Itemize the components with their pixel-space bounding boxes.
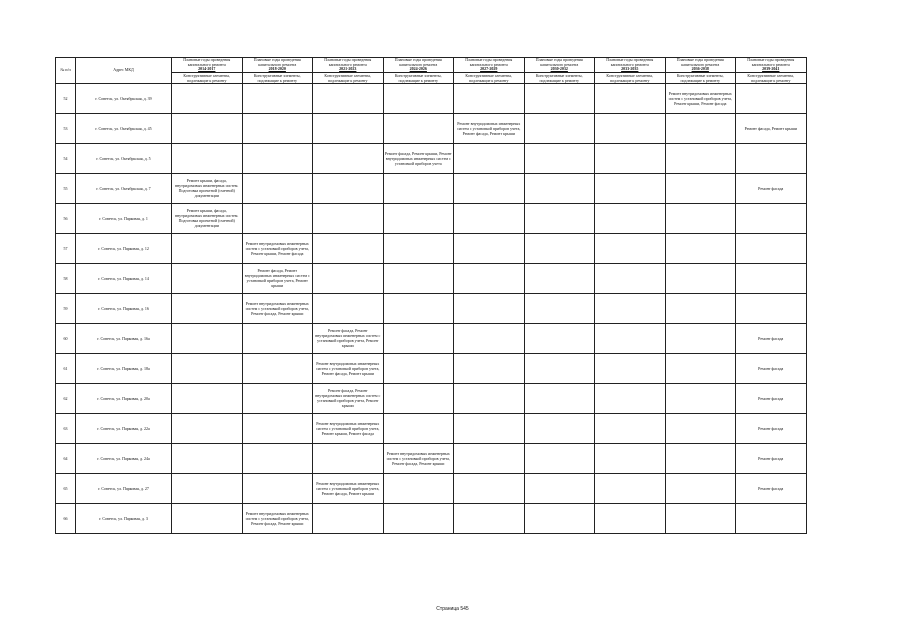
row-address: г. Советск, ул. Парковая, д. 22а (76, 413, 172, 443)
row-number: 64 (56, 443, 76, 473)
capital-repair-schedule-table (55, 57, 807, 534)
repair-works-cell (383, 503, 454, 533)
repair-works-cell (383, 203, 454, 233)
repair-works-cell (524, 263, 595, 293)
repair-works-cell (383, 413, 454, 443)
row-address: г. Советск, ул. Парковая, д. 1 (76, 203, 172, 233)
repair-works-cell (454, 83, 525, 113)
repair-works-cell (736, 143, 807, 173)
repair-works-cell (242, 443, 313, 473)
repair-works-cell (383, 473, 454, 503)
period-title: Плановые годы проведения капитального ремонта (535, 57, 583, 67)
repair-works-cell: Ремонт внутридомовых инженерных систем с установкой приборов учета, Ремонт крыши, Ремонт фасада (313, 413, 384, 443)
header-period-subtitle: Конструктивные элементы, подлежащие к ремонту (665, 72, 736, 83)
header-period (383, 58, 454, 73)
row-address: г. Советск, ул. Октябрьская, д. 7 (76, 173, 172, 203)
row-address: г. Советск, ул. Парковая, д. 3 (76, 503, 172, 533)
repair-works-cell (172, 293, 243, 323)
repair-works-cell (313, 233, 384, 263)
repair-works-cell (665, 473, 736, 503)
period-title: Плановые годы проведения капитального ремонта (183, 57, 231, 67)
repair-works-cell (665, 143, 736, 173)
repair-works-cell (313, 83, 384, 113)
header-period (736, 58, 807, 73)
period-years: 2030-2032 (550, 66, 568, 71)
repair-works-cell (524, 203, 595, 233)
period-years: 2021-2023 (339, 66, 357, 71)
repair-works-cell: Ремонт крыши, фасада, внутридомовых инженерных систем. Подготовка проектной (сметной) документации (172, 203, 243, 233)
repair-works-cell (524, 353, 595, 383)
repair-works-cell: Ремонт фасада (736, 353, 807, 383)
repair-works-cell (595, 293, 666, 323)
repair-works-cell (172, 83, 243, 113)
repair-works-cell (313, 503, 384, 533)
repair-works-cell (736, 233, 807, 263)
row-number: 58 (56, 263, 76, 293)
header-period-subtitle: Конструктивные элементы, подлежащие к ремонту (313, 72, 384, 83)
table-row (56, 83, 807, 113)
row-address: г. Советск, ул. Парковая, д. 16а (76, 323, 172, 353)
repair-works-cell (736, 83, 807, 113)
repair-works-cell (383, 293, 454, 323)
repair-works-cell (172, 233, 243, 263)
table-row (56, 473, 807, 503)
repair-works-cell (172, 353, 243, 383)
repair-works-cell (595, 383, 666, 413)
period-title: Плановые годы проведения капитального ремонта (465, 57, 513, 67)
repair-works-cell (383, 383, 454, 413)
repair-works-cell (524, 233, 595, 263)
repair-works-cell (524, 143, 595, 173)
table-row (56, 323, 807, 353)
row-number: 66 (56, 503, 76, 533)
repair-works-cell: Ремонт внутридомовых инженерных систем с установкой приборов учета, Ремонт фасада, Ремонт крыши (313, 353, 384, 383)
repair-works-cell: Ремонт внутридомовых инженерных систем с установкой приборов учета, Ремонт фасада, Ремонт крыши (242, 293, 313, 323)
repair-works-cell (242, 143, 313, 173)
repair-works-cell (454, 143, 525, 173)
repair-works-cell (736, 203, 807, 233)
header-period-subtitle: Конструктивные элементы, подлежащие к ремонту (736, 72, 807, 83)
row-number: 54 (56, 143, 76, 173)
repair-works-cell (665, 503, 736, 533)
repair-works-cell (383, 353, 454, 383)
repair-works-cell (313, 173, 384, 203)
row-number: 65 (56, 473, 76, 503)
repair-works-cell (172, 503, 243, 533)
repair-works-cell (454, 473, 525, 503)
repair-works-cell (313, 113, 384, 143)
repair-works-cell (172, 413, 243, 443)
row-number: 59 (56, 293, 76, 323)
repair-works-cell: Ремонт фасада (736, 443, 807, 473)
repair-works-cell (524, 293, 595, 323)
repair-works-cell (313, 443, 384, 473)
repair-works-cell (172, 113, 243, 143)
repair-works-cell (736, 263, 807, 293)
repair-works-cell (313, 143, 384, 173)
table-row (56, 113, 807, 143)
header-period-subtitle: Конструктивные элементы, подлежащие к ремонту (242, 72, 313, 83)
repair-works-cell: Ремонт внутридомовых инженерных систем с установкой приборов учета, Ремонт фасада, Ремонт крыши (313, 473, 384, 503)
period-title: Плановые годы проведения капитального ремонта (676, 57, 724, 67)
repair-works-cell (454, 263, 525, 293)
repair-works-cell (665, 113, 736, 143)
row-address: г. Советск, ул. Парковая, д. 18а (76, 353, 172, 383)
period-years: 2018-2020 (268, 66, 286, 71)
period-years: 2024-2026 (409, 66, 427, 71)
repair-works-cell (383, 233, 454, 263)
row-number: 57 (56, 233, 76, 263)
repair-works-cell: Ремонт фасада (736, 473, 807, 503)
repair-works-cell (454, 413, 525, 443)
table-row (56, 173, 807, 203)
repair-works-cell (595, 263, 666, 293)
period-years: 2036-2038 (691, 66, 709, 71)
repair-works-cell: Ремонт фасада (736, 383, 807, 413)
table-row (56, 383, 807, 413)
repair-works-cell (595, 173, 666, 203)
repair-works-cell (595, 83, 666, 113)
row-address: г. Советск, ул. Парковая, д. 12 (76, 233, 172, 263)
header-period-subtitle: Конструктивные элементы, подлежащие к ремонту (595, 72, 666, 83)
repair-works-cell (454, 293, 525, 323)
repair-works-cell (383, 173, 454, 203)
repair-works-cell (524, 413, 595, 443)
repair-works-cell (595, 413, 666, 443)
period-title: Плановые годы проведения капитального ремонта (606, 57, 654, 67)
repair-works-cell (454, 443, 525, 473)
repair-works-cell (242, 173, 313, 203)
repair-works-cell (595, 113, 666, 143)
repair-works-cell (595, 143, 666, 173)
repair-works-cell (383, 263, 454, 293)
page-number: Страница 545 (436, 606, 469, 612)
row-number: 53 (56, 113, 76, 143)
repair-works-cell (665, 353, 736, 383)
repair-works-cell (665, 413, 736, 443)
repair-works-cell: Ремонт крыши, фасада, внутридомовых инженерных систем. Подготовка проектной (сметной) документации (172, 173, 243, 203)
period-title: Плановые годы проведения капитального ремонта (253, 57, 301, 67)
table-row (56, 293, 807, 323)
repair-works-cell (665, 293, 736, 323)
row-address: г. Советск, ул. Парковая, д. 16 (76, 293, 172, 323)
row-address: г. Советск, ул. Октябрьская, д. 45 (76, 113, 172, 143)
repair-works-cell (665, 323, 736, 353)
repair-works-cell (595, 473, 666, 503)
header-period (665, 58, 736, 73)
row-number: 62 (56, 383, 76, 413)
repair-works-cell (242, 113, 313, 143)
repair-works-cell (524, 173, 595, 203)
repair-works-cell (242, 353, 313, 383)
row-address: г. Советск, ул. Парковая, д. 14 (76, 263, 172, 293)
repair-works-cell: Ремонт фасада (736, 173, 807, 203)
repair-works-cell (524, 113, 595, 143)
row-address: г. Советск, ул. Парковая, д. 20а (76, 383, 172, 413)
repair-works-cell (242, 323, 313, 353)
repair-works-cell (313, 293, 384, 323)
header-period (172, 58, 243, 73)
repair-works-cell (242, 203, 313, 233)
row-address: г. Советск, ул. Парковая, д. 24а (76, 443, 172, 473)
row-number: 52 (56, 83, 76, 113)
repair-works-cell (665, 263, 736, 293)
header-address: Адрес МКД (76, 58, 172, 84)
repair-works-cell (524, 443, 595, 473)
repair-works-cell: Ремонт фасада (736, 413, 807, 443)
repair-works-cell: Ремонт фасада, Ремонт внутридомовых инженерных систем с установкой приборов учета, Ремонт крыши (313, 383, 384, 413)
repair-works-cell (736, 503, 807, 533)
repair-works-cell: Ремонт фасада, Ремонт крыши, Ремонт внутридомовых инженерных систем с установкой приборов учета (383, 143, 454, 173)
repair-works-cell: Ремонт внутридомовых инженерных систем с установкой приборов учета, Ремонт крыши, Ремонт фасада (242, 233, 313, 263)
row-number: 60 (56, 323, 76, 353)
repair-works-cell: Ремонт внутридомовых инженерных систем с установкой приборов учета, Ремонт фасада, Ремонт крыши (454, 113, 525, 143)
repair-works-cell (172, 143, 243, 173)
repair-works-cell (383, 113, 454, 143)
table-row (56, 413, 807, 443)
header-number: № п/п (56, 58, 76, 84)
period-years: 2014-2017 (198, 66, 216, 71)
row-address: г. Советск, ул. Октябрьская, д. 5 (76, 143, 172, 173)
repair-works-cell (172, 323, 243, 353)
repair-works-cell (524, 503, 595, 533)
repair-works-cell: Ремонт фасада, Ремонт внутридомовых инженерных систем с установкой приборов учета, Ремонт крыши (313, 323, 384, 353)
repair-works-cell (454, 173, 525, 203)
repair-works-cell (454, 353, 525, 383)
repair-works-cell: Ремонт внутридомовых инженерных систем с установкой приборов учета, Ремонт фасада, Ремонт крыши (242, 503, 313, 533)
row-address: г. Советск, ул. Парковая, д. 27 (76, 473, 172, 503)
repair-works-cell (383, 323, 454, 353)
row-address: г. Советск, ул. Октябрьская, д. 39 (76, 83, 172, 113)
repair-works-cell (313, 263, 384, 293)
table-row (56, 503, 807, 533)
repair-works-cell (665, 443, 736, 473)
repair-works-cell (242, 83, 313, 113)
repair-works-cell (242, 473, 313, 503)
table-row (56, 263, 807, 293)
header-period-subtitle: Конструктивные элементы, подлежащие к ремонту (454, 72, 525, 83)
repair-works-cell (524, 83, 595, 113)
repair-works-cell (454, 383, 525, 413)
header-period (454, 58, 525, 73)
repair-works-cell (524, 473, 595, 503)
header-period-subtitle: Конструктивные элементы, подлежащие к ремонту (524, 72, 595, 83)
repair-works-cell (454, 323, 525, 353)
row-number: 61 (56, 353, 76, 383)
repair-works-cell (595, 503, 666, 533)
row-number: 63 (56, 413, 76, 443)
repair-works-cell (172, 473, 243, 503)
repair-works-cell (595, 353, 666, 383)
table-row (56, 203, 807, 233)
repair-works-cell (172, 383, 243, 413)
table-row (56, 353, 807, 383)
repair-works-cell (665, 383, 736, 413)
repair-works-cell (172, 443, 243, 473)
row-number: 55 (56, 173, 76, 203)
repair-works-cell (242, 413, 313, 443)
header-period (524, 58, 595, 73)
repair-works-cell: Ремонт фасада (736, 323, 807, 353)
repair-works-cell (172, 263, 243, 293)
repair-works-cell (736, 293, 807, 323)
repair-works-cell (595, 443, 666, 473)
table-row (56, 443, 807, 473)
period-years: 2027-2029 (480, 66, 498, 71)
table-row (56, 233, 807, 263)
repair-works-cell (454, 233, 525, 263)
repair-works-cell (595, 323, 666, 353)
table-body (56, 83, 807, 533)
repair-works-cell (665, 173, 736, 203)
header-period (313, 58, 384, 73)
row-number: 56 (56, 203, 76, 233)
repair-works-cell (313, 203, 384, 233)
repair-works-cell (665, 203, 736, 233)
header-period (242, 58, 313, 73)
repair-works-cell (524, 383, 595, 413)
period-title: Плановые годы проведения капитального ремонта (324, 57, 372, 67)
period-title: Плановые годы проведения капитального ремонта (394, 57, 442, 67)
table-row (56, 143, 807, 173)
repair-works-cell (524, 323, 595, 353)
repair-works-cell (595, 203, 666, 233)
repair-works-cell: Ремонт внутридомовых инженерных систем с установкой приборов учета, Ремонт крыши, Ремонт фасада (665, 83, 736, 113)
repair-works-cell (242, 383, 313, 413)
repair-works-cell (383, 83, 454, 113)
period-years: 2033-2035 (621, 66, 639, 71)
header-period (595, 58, 666, 73)
repair-works-cell: Ремонт фасада, Ремонт крыши (736, 113, 807, 143)
repair-works-cell: Ремонт внутридомовых инженерных систем с установкой приборов учета, Ремонт фасада, Ремонт крыши (383, 443, 454, 473)
repair-works-cell (454, 503, 525, 533)
header-period-subtitle: Конструктивные элементы, подлежащие к ремонту (172, 72, 243, 83)
header-period-subtitle: Конструктивные элементы, подлежащие к ремонту (383, 72, 454, 83)
repair-works-cell: Ремонт фасада, Ремонт внутридомовых инженерных систем с установкой приборов учета, Ремонт крыши (242, 263, 313, 293)
repair-works-cell (665, 233, 736, 263)
repair-works-cell (454, 203, 525, 233)
period-title: Плановые годы проведения капитального ремонта (747, 57, 795, 67)
repair-works-cell (595, 233, 666, 263)
table-header-row (56, 58, 807, 73)
period-years: 2039-2041 (762, 66, 780, 71)
